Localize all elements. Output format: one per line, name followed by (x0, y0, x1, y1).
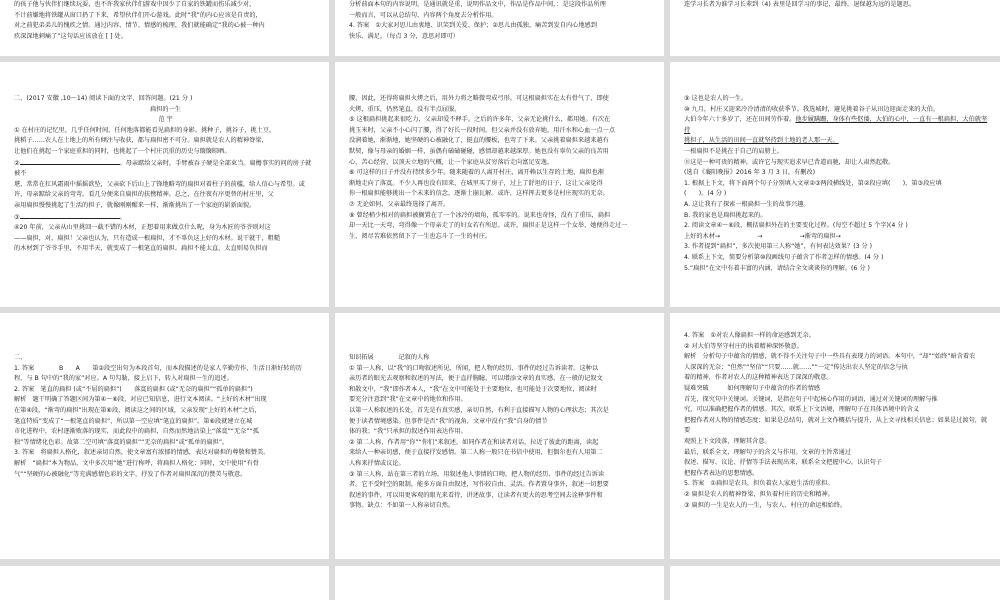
paragraph-line: 火烤，重压，仍然笔直，没有半点屈服。 (349, 105, 461, 113)
page-top-left (0, 0, 329, 56)
text-line: 对之前犯弟弟儿的愧疚之情。通过内容、情节、情感的梳理，我们就能确定“我的心被一种内 (14, 22, 265, 30)
paragraph-line: 却一天比一天弯，弯得像一个母亲走了的妇女若有所思。或许，扁担正是这样一个女举，她便得走过一 (349, 222, 628, 230)
paragraph-line: 以第一人称叙述的长处，首先是有真实感，亲切自然，有利于直接描写人物的心理状态；其次是 (349, 406, 609, 414)
answer-line: 叙述、描写、议论、抒情等手法表现出来，联系全文把握中心，认识句子 (684, 459, 882, 467)
page-answers-1 (0, 313, 329, 559)
answer-line: 疑难突破 如何理解句子中蕴含的作者的情感 (684, 384, 821, 392)
answer-line: 把握作者表达的思想情感。 (684, 469, 759, 477)
page-passage-middle (335, 62, 664, 307)
answer-line: 4. 答案 ①对农人像扁担一样的命运感到无奈。 (684, 332, 815, 339)
paragraph-line: 事物。缺点：不如第一人称亲切自然。 (349, 502, 455, 510)
fill-blank (20, 212, 120, 219)
answer-line: 笔直特质”变成了“一根笔直的扁担”，所以第一空应填“笔直的扁担”。第⑥段就建立在城 (14, 417, 253, 425)
paragraph-line: 腰，因此，还得将扁担火烤之后，用外力将之略微弯成弓形。可这根扁担实在太有骨气了，即使 (349, 95, 609, 102)
paragraph-line: 默契，像与母亲的婚姻一样，虽偶有磕磕碰碰，感情却越来越深厚。她也没有辜负父亲的良苦用 (349, 147, 609, 155)
page-answers-2 (670, 313, 1000, 559)
text-line: 一般而言，可以从总结句、内容两个角度去分析作用。 (349, 11, 498, 19)
answer-line: 解析 分析句子中蕴含的情感，就不得不关注句子中一些具有表现力的词语。本句中，“却”“始终”暗含着农 (684, 353, 976, 361)
answer-line: 首先，探究句中关键词。关键词，是指在句子中起核心作用的词语，通过对关键词的理解与推 (684, 395, 938, 403)
answer-line: 5. 答案 ①扁担是农具，担负着农人家庭生活的重担。 (684, 480, 834, 488)
paragraph-line: 体的我；“我”只承担的叙述作用表达作用。 (349, 428, 467, 436)
answer-line: 观照上下文段落，理解其含意。 (684, 437, 771, 445)
answer-line: 气”“坚硬的心被融化”等充满感情色彩的文字，抒发了作者对扁担深沉的赞美与敬意。 (14, 470, 247, 478)
answer-line: 人深深的无奈；“但然”“坚信”“只要……就……”“一定”传达出农人坚定的信念与执 (684, 363, 908, 371)
answer-line: 在第④段，“渐弯的扁担”出现在第⑥段，阅读这之间的区域，父亲发现“上好的木材”之后， (14, 406, 261, 414)
paragraph-line: ⑨ 这也是农人的一生。 (684, 95, 748, 102)
paragraph-line: 让他们在挑起一个家庭重担的同时，也挑起了一个村庄沉重的历史与簸簸晾晒。 (14, 147, 231, 155)
question-line: ( )。(4 分 ) (684, 190, 727, 198)
page-top-right (670, 0, 1000, 56)
paragraph-line: ⑩ 九月，村庄又迎来冷冷清清的收获季节。我选城时，避见挑着谷子从田边迎面走来的大伯。 (684, 105, 940, 113)
answer-line: 着的精神，作者对农人的这种精神表达了深深的敬意。 (684, 374, 833, 382)
answer-line: ② 对大伯等坚守村庄的执着精神深怀敬意。 (684, 342, 803, 350)
question-line: 上好的木材→ → →渐弯的扁担→ (684, 232, 878, 240)
section-heading: 知识拓展 记叙的人称 (349, 354, 430, 361)
text-line: 快乐、满足。（每点 3 分，意思对即可） (349, 32, 459, 40)
paragraph-line: ③ 。 (14, 213, 126, 221)
page-knowledge-extension (335, 313, 664, 559)
answer-line: 最后，联系全文，理解句子的含义与作用。文章的主旨常通过 (684, 448, 852, 456)
paragraph-line: 者。它不受时空的限制，能多方面自由叙述，写作较自由、灵活。作者置身事外，叙述一切想要 (349, 481, 609, 489)
paragraph-line: 叙述的事件，可以用更客观的眼光来看待、讲述故事，让读者有更大的思考空间去诠释事件和 (349, 491, 603, 499)
question-line: 4. 联系上下文，简要分析第⑩段画线句子蕴含了作者怎样的情感。(4 分 ) (684, 253, 884, 261)
fill-blank (20, 158, 120, 165)
paragraph-line: ④20 年前，父亲从山里挑回一截不错的木材，正想着用来做点什么呢，身为木匠的爷爷则对这 (14, 224, 271, 232)
paragraph-line: 便于读者情境感染。但事件是否“我”的视角，文章中没有“我”自身的情节 (349, 417, 548, 425)
answer-line: 市化进程中，农村逐渐败落的现实，而此段中的扁担，自然而然地沾染上“落寞”“无奈”“孤 (14, 428, 259, 436)
paragraph-line: ① 在村庄的记忆里，几乎任何时间，任何地落都能看见扁担的身影。挑种子，挑谷子，挑土豆， (14, 126, 276, 134)
text-line: 不计前嫌地将铁罐从窗口扔了下来，希望伙伴们开心游戏。此时“我”的内心应该是自责的， (14, 11, 262, 19)
page-bottom-left (0, 566, 329, 600)
paragraph-line: ⑦ 无论如何，父亲最终选择了离开。 (349, 200, 450, 208)
question-line: 3. 作者提到“扁担”，多次使用第三人称“她”，有何表达效果？(3 分 ) (684, 243, 873, 251)
paragraph-line: 挑担子，从生活的田间一直就坚持到土地的老人那一天。 (684, 137, 839, 145)
answer-line: 解析 题干明确了答题区间为第④～⑥段，对应已知信息，进行文本阅读。“上好的木材”出现 (14, 396, 267, 404)
paragraph-line: ⑧ 曾经稍少相对的扁担被搁置在了一个冰冷的墙角，孤零零的。说来也奇怪，没有了重压，扁担 (349, 211, 611, 219)
text-line: 4. 答案 ①大家对思儿由衷地、识笑到关爱、保护；②思儿由孤独、痛苦到发自内心地感到 (349, 22, 597, 30)
paragraph-line: 的木材到了爷爷手里，不用半天，就变成了一根笔直的扁担。扁担不能太直，太直则易负担而 (14, 245, 268, 253)
paragraph-line: 生，阅尽苦难依然留下了一生也忘斗了一生的村庄。 (349, 232, 492, 240)
paragraph-line: ② 。母亲踮给父亲时，手臂被吞子硬是全部束当。扁檐事实的问的房子就被不 (14, 159, 312, 178)
paragraph-line: 亲用扁担慢慢挑起了生活的担子，就像刚刚醒来一样，渐渐挑出了一个家庭的崭新面貌。 (14, 201, 256, 209)
paragraph-line: 要充分注意到“我”在文章中的地位和作用。 (349, 396, 467, 404)
paragraph-line: 亲历者的眼光去观察和叙述的写法，便于直抒胸臆，可以增添文章的真实感，在一般的记叙文 (349, 375, 603, 383)
page-bottom-right (670, 566, 1000, 600)
paragraph-line: ⑥ 可这样的日子并没有持续多少年。随来随着的人离开村庄，离开赖以生存的土地，扁担也渐 (349, 169, 605, 177)
answer-line: ③ 扁担的一生是农人的一生，与农人、村庄的命运相始终。 (684, 501, 847, 509)
page-passage-end-questions (670, 62, 1000, 307)
paragraph-line: 挑稻子……农人在土地上的所有倾注与收获，都与扁担密不可分。扁担就是农人的精神脊梁， (14, 137, 268, 145)
answer-line: 程，与 B 句中的“我的家”对应。A 句勾勒，接上启下，转入对扁担一生的追述。 (14, 375, 233, 383)
paragraph-line: ① 第一人称，以“我”的口吻叙述所见、所闻，把人物的经历、事件的经过告诉读者。这种以 (349, 364, 599, 372)
answer-line: ② 扁担是农人的精神脊梁，担负着村庄的历史和精神。 (684, 490, 834, 498)
answer-line: 二、 (14, 354, 27, 361)
question-line: 1. 根据上下文，将下面两个句子分别填入文章②③两段横线处，第②段应填( )，第③段应填 (684, 179, 942, 187)
paragraph-line: ② 第二人称，作者用“你”“你们”来叙述，如同作者在和读者对话，拉近了彼此的距离，读起 (349, 438, 599, 446)
answer-line: 把握作者对人物的情感态度；如果是总结句，就对上文作概括与提升，从上文寻找相关信息；如果是过渡句，就要 (684, 416, 988, 435)
paragraph-line: 许，母亲踮给父亲的弯弯，看几分便来自扁担的扶携精神。总之，在往夜有序更替的村庄里，父 (14, 191, 274, 199)
section-heading: 二、(2017 安徽 ,10～14) 阅读下面的文字，回答问题。(21 分 ) (14, 95, 193, 102)
option-b: B. 我的家也是扁担挑起来的。 (684, 211, 767, 219)
answer-line: 解析 “扁担”本为物品，文中多次用“她”进行称呼，将扁担人格化；同时，文中使用“有骨 (14, 459, 259, 467)
source-note: (选自《襄阳晚报》2016 年 3 月 3 日，有删改) (684, 169, 816, 177)
paragraph-line: ⑤ 这根扁担挑起来很吃力，父亲却爱不释手。之后的许多年，父亲无论挑什么，都用她。有次在 (349, 116, 611, 124)
paragraph-line: ⑪这是一种可贵的精神，或许它与现实追求早已背道而驰，却让人肃然起敬。 (684, 158, 895, 166)
answer-line: 究，可以准确把握作者的情感。其次，联系上下文语境，理解句子在具体语境中的含义 (684, 406, 920, 414)
paragraph-line: 大伯今年六十多岁了，还在田间劳作着。他步履蹒跚，身体有些伛偻，大伯的心中，一直有一根扁担，大伯就坚持 (684, 116, 988, 134)
paragraph-line: 心，苦心经营，以顶天立地的气概，让一个家庭从贫穷落后走向富足安逸。 (349, 158, 554, 166)
answer-line: 3. 答案 将扁担人格化，叙述亲切自然，使文章富有浓郁的情感，表达对扁担的尊敬和赞美。 (14, 449, 270, 457)
paragraph-line: 人称来抒情或议论。 (349, 459, 405, 467)
paragraph-line: 挑玉米时，父亲不小心闪了腰，得了好长一段时间。但父亲并没有放弃她，用汗水和心血一点一点 (349, 126, 616, 134)
answer-line: 2. 答案 笔直的扁担 (或“不屈的扁担”) 落寞的扁担 (或“无奈的扁担”“孤单的扁担”) (14, 385, 253, 393)
text-line: 分析前面本句的内容说明，是通讯就是重，说明作品文中，作品是作品中间，：是这段作品所理 (349, 1, 606, 8)
paragraph-line: 和散文中，“我”即作者本人，“我”在文中可能处于主要地位，也可能处于次要地位，阅读时 (349, 385, 597, 393)
article-title: 扁担的一生 (150, 105, 181, 113)
paragraph-line: 渐地走向了落寞。不少人再也没有回来，在城里买了房子，过上了舒坦的日子，这让父亲觉得 (349, 179, 603, 187)
article-author: 范 宇 (158, 116, 173, 124)
paragraph-line: 你一根扁担能够挑出一个未来的信念，逐渐土崩瓦解。或许，这样挥去更多是村庄现实的无奈。 (349, 190, 609, 198)
page-top-middle (335, 0, 664, 56)
paragraph-line: 没润着她，渐渐地，她坚硬的心被融化了，挺直的腰板，也弯了下来。父亲挑着扁担来越来越有 (349, 137, 609, 145)
answer-line: 1. 答案 B A 第②段空出句为本段首句，而本段描述的是家人辛勤劳作，生活日渐好转的历 (14, 364, 302, 372)
answer-line: 独”等情绪化色彩。故第二空可填“落寞的扁担”“无奈的扁担”或“孤单的扁担”。 (14, 438, 229, 446)
text-line: 连学习长者为谁学习长辈到（4) 表里是回学习的事记，最终，退保越为远的是题思。 (684, 1, 916, 8)
text-line: 的孩子他与伙伴们继续玩耍，也不许我家伙伴们游戏中因少了自家的铁罐而伤乐减少对， (14, 1, 256, 8)
text-line: 疚深深地刺痛了”这句话应该放在 [ ] 处。 (14, 32, 127, 40)
page-bottom-middle (335, 566, 664, 600)
question-line: 5.“扁担”在文中有着丰富的内涵，请结合全文谈谈你的理解。(6 分 ) (684, 264, 870, 272)
paragraph-line: 来给人一种亲切感，便于直接抒发感情。第二人称一般只在书信中使用，但偶尔也有人用第二 (349, 449, 603, 457)
option-a: A. 这让我有了探索一根扁担一生的故事兴趣。 (684, 200, 810, 208)
paragraph-line: 一根扁担不是挑在于自己的肩膀上。 (684, 147, 783, 155)
paragraph-line: ——扁担，对，扁担！父亲也认为，只有造成一根扁担，才不辜负这上好的木材。说干就干，粗糙 (14, 234, 281, 242)
page-passage-start (0, 62, 329, 307)
paragraph-line: ③ 第三人称，站在第三者的立场，用叙述他人事情的口吻，把人物的经历、事件的经过告诉读 (349, 470, 605, 478)
paragraph-line: 堪，常常在扛风霜雨中摇摇欲坠，父亲砍下后山上了锋地略弯的扁担对着柱子的前槛，给人信心与希望。或 (14, 180, 305, 188)
question-line: 2. 阅读文章④～⑥段，概括扁担外在的主要变化过程。(每空不超过 5 个字)(4 分 ) (684, 222, 908, 230)
